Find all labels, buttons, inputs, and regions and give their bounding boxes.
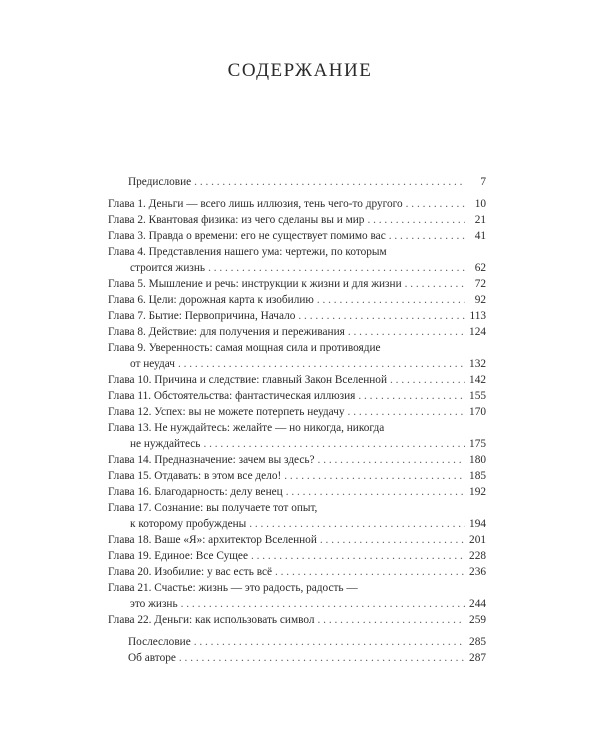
toc-entry-title: не нуждайтесь (130, 438, 201, 450)
toc-entry[interactable] (108, 228, 486, 244)
dot-leader (320, 532, 465, 548)
dot-leader (251, 548, 465, 564)
toc-page-number: 41 (474, 230, 486, 242)
dot-leader (405, 276, 465, 292)
dot-leader (208, 260, 465, 276)
toc-entry[interactable] (108, 308, 486, 324)
toc-page-number: 21 (474, 214, 486, 226)
toc-page-number: 155 (469, 390, 486, 402)
toc-entry[interactable] (108, 596, 486, 612)
toc-entry-line: Глава 13. Не нуждайтесь: желайте — но никогда, никогда (108, 422, 385, 434)
toc-entry[interactable] (108, 548, 486, 564)
toc-page-number: 124 (469, 326, 486, 338)
toc-entry[interactable] (108, 484, 486, 500)
dot-leader (318, 452, 465, 468)
toc-entry-title: Глава 1. Деньги — всего лишь иллюзия, тень чего-то другого (108, 198, 403, 210)
dot-leader (181, 596, 465, 612)
toc-entry-title: Об авторе (128, 652, 176, 664)
toc-entry[interactable] (108, 276, 486, 292)
toc-page-number: 287 (469, 652, 486, 664)
toc-entry-line: Глава 21. Счастье: жизнь — это радость, радость — (108, 582, 358, 594)
dot-leader (179, 650, 465, 666)
dot-leader (390, 372, 465, 388)
dot-leader (367, 212, 465, 228)
dot-leader (406, 196, 465, 212)
toc-entry-title: Глава 3. Правда о времени: его не существует помимо вас (108, 230, 386, 242)
toc-entry-title: от неудач (130, 358, 175, 370)
toc-entry[interactable] (108, 612, 486, 628)
toc-page-number: 201 (469, 534, 486, 546)
toc-entry[interactable] (108, 650, 486, 666)
toc-entry-line: Глава 9. Уверенность: самая мощная сила и противоядие (108, 342, 381, 354)
toc-entry-line: Глава 4. Представления нашего ума: чертежи, по которым (108, 246, 387, 258)
toc-page-number: 185 (469, 470, 486, 482)
toc-entry[interactable] (108, 634, 486, 650)
dot-leader (348, 324, 465, 340)
dot-leader (389, 228, 465, 244)
toc-entry[interactable] (108, 468, 486, 484)
toc-page-number: 142 (469, 374, 486, 386)
toc-entry-title: Глава 5. Мышление и речь: инструкции к жизни и для жизни (108, 278, 402, 290)
toc-entry-title: Глава 2. Квантовая физика: из чего сделаны вы и мир (108, 214, 365, 226)
toc-entry-title: Глава 12. Успех: вы не можете потерпеть неудачу (108, 406, 345, 418)
toc-entry[interactable] (108, 372, 486, 388)
toc-page-number: 132 (469, 358, 486, 370)
dot-leader (286, 484, 465, 500)
toc-entry-title: Глава 6. Цели: дорожная карта к изобилию (108, 294, 314, 306)
toc-entry-title: Глава 14. Предназначение: зачем вы здесь? (108, 454, 315, 466)
toc-entry-title: Глава 8. Действие: для получения и переживания (108, 326, 345, 338)
toc-entry[interactable] (108, 260, 486, 276)
toc-page-number: 7 (480, 176, 486, 188)
toc-entry[interactable] (108, 212, 486, 228)
toc-page-number: 285 (469, 636, 486, 648)
toc-entry[interactable] (108, 388, 486, 404)
toc-page-number: 72 (474, 278, 486, 290)
toc-entry-title: Глава 11. Обстоятельства: фантастическая иллюзия (108, 390, 356, 402)
toc-entry-title: Глава 22. Деньги: как использовать символ (108, 614, 315, 626)
toc-entry[interactable] (108, 174, 486, 190)
toc-entry-title: к которому пробуждены (130, 518, 247, 530)
table-of-contents (108, 174, 486, 666)
toc-entry[interactable] (108, 436, 486, 452)
toc-page-number: 170 (469, 406, 486, 418)
page-title: СОДЕРЖАНИЕ (227, 60, 373, 81)
toc-entry-title: Послесловие (128, 636, 191, 648)
dot-leader (317, 292, 465, 308)
toc-page-number: 10 (474, 198, 486, 210)
toc-entry[interactable] (108, 452, 486, 468)
toc-entry[interactable] (108, 196, 486, 212)
toc-page-number: 62 (474, 262, 486, 274)
toc-entry-title: Предисловие (128, 176, 192, 188)
toc-entry-title: Глава 16. Благодарность: делу венец (108, 486, 283, 498)
toc-entry[interactable] (108, 292, 486, 308)
toc-entry-title: это жизнь (130, 598, 178, 610)
toc-entry[interactable] (108, 532, 486, 548)
dot-leader (203, 436, 465, 452)
dot-leader (194, 174, 465, 190)
dot-leader (284, 468, 465, 484)
toc-page-number: 236 (469, 566, 486, 578)
toc-entry-title: Глава 10. Причина и следствие: главный Закон Вселенной (108, 374, 388, 386)
toc-entry[interactable] (108, 324, 486, 340)
toc-page-number: 192 (469, 486, 486, 498)
dot-leader (194, 634, 465, 650)
toc-page-number: 194 (469, 518, 486, 530)
toc-entry-title: Глава 7. Бытие: Первопричина, Начало (108, 310, 296, 322)
toc-entry-title: строится жизнь (130, 262, 206, 274)
toc-page-number: 92 (474, 294, 486, 306)
toc-page-number: 175 (469, 438, 486, 450)
dot-leader (298, 308, 465, 324)
toc-entry[interactable] (108, 404, 486, 420)
toc-entry[interactable] (108, 564, 486, 580)
toc-entry[interactable] (108, 356, 486, 372)
dot-leader (318, 612, 465, 628)
toc-page-number: 244 (469, 598, 486, 610)
dot-leader (358, 388, 465, 404)
toc-page-number: 113 (469, 310, 486, 322)
toc-entry-line: Глава 17. Сознание: вы получаете тот опыт, (108, 502, 318, 514)
dot-leader (178, 356, 465, 372)
toc-entry[interactable] (108, 516, 486, 532)
toc-page-number: 228 (469, 550, 486, 562)
toc-entry-title: Глава 18. Ваше «Я»: архитектор Вселенной (108, 534, 317, 546)
dot-leader (348, 404, 465, 420)
toc-page-number: 180 (469, 454, 486, 466)
toc-entry-title: Глава 20. Изобилие: у вас есть всё (108, 566, 272, 578)
toc-page-number: 259 (469, 614, 486, 626)
dot-leader (249, 516, 465, 532)
dot-leader (275, 564, 465, 580)
toc-entry-title: Глава 15. Отдавать: в этом все дело! (108, 470, 282, 482)
toc-entry-title: Глава 19. Единое: Все Сущее (108, 550, 248, 562)
